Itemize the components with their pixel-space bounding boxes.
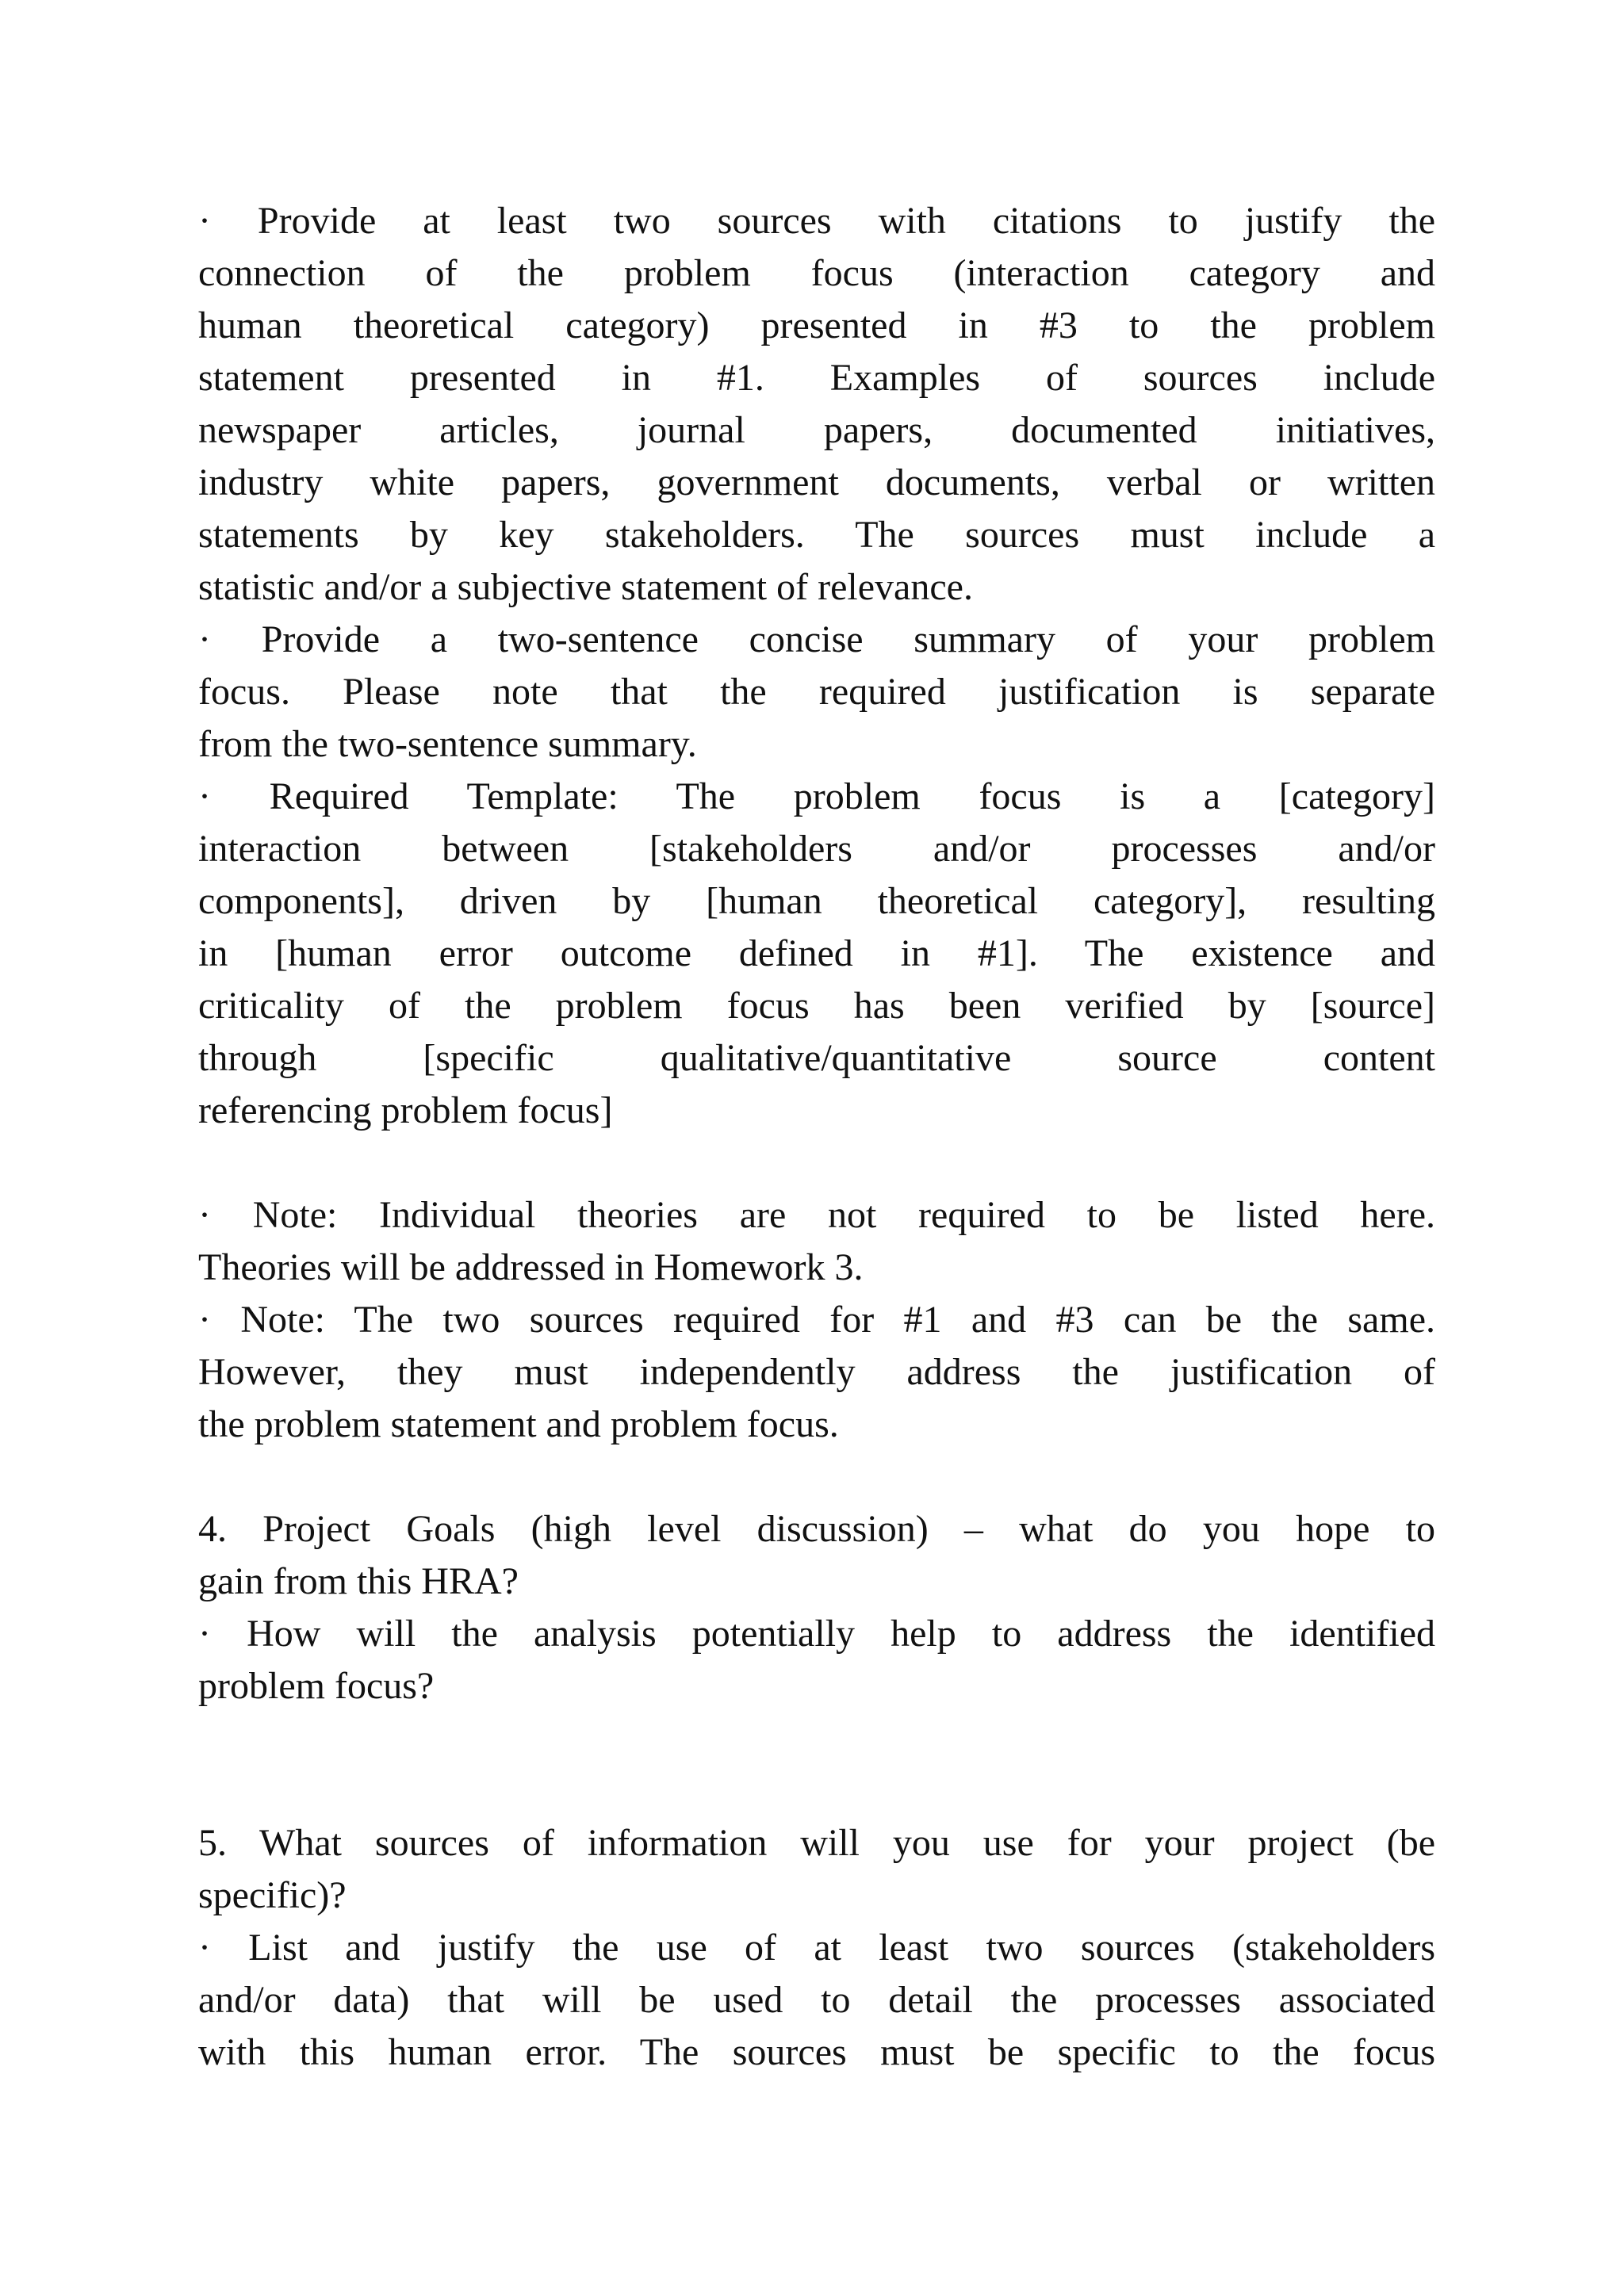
section-heading-4: 4. Project Goals (high level discussion) – what do you hope to — [198, 1508, 1435, 1550]
text-line: criticality of the problem focus has been verified by [source] — [198, 985, 1435, 1027]
text-line: statements by key stakeholders. The sources must include a — [198, 514, 1435, 556]
text-line: industry white papers, government documents, verbal or written — [198, 461, 1435, 503]
text-line: · Note: Individual theories are not required to be listed here. — [198, 1194, 1435, 1236]
text-line: the problem statement and problem focus. — [198, 1403, 839, 1445]
text-line: statistic and/or a subjective statement of relevance. — [198, 566, 973, 608]
text-line: newspaper articles, journal papers, documented initiatives, — [198, 409, 1435, 451]
paragraph-gap — [198, 1451, 1435, 1503]
text-line: through [specific qualitative/quantitative source content — [198, 1037, 1435, 1079]
text-line: · Required Template: The problem focus is a [category] — [198, 775, 1435, 817]
document-body — [198, 195, 1435, 2079]
text-line: However, they must independently address the justification of — [198, 1351, 1435, 1393]
text-line: focus. Please note that the required justification is separate — [198, 671, 1435, 713]
text-line: and/or data) that will be used to detail the processes associated — [198, 1979, 1435, 2021]
paragraph-gap — [198, 1712, 1435, 1817]
text-line: in [human error outcome defined in #1]. The existence and — [198, 932, 1435, 974]
text-line: connection of the problem focus (interaction category and — [198, 252, 1435, 294]
text-line: components], driven by [human theoretical category], resulting — [198, 880, 1435, 922]
text-line: statement presented in #1. Examples of sources include — [198, 357, 1435, 399]
text-line: gain from this HRA? — [198, 1560, 519, 1602]
text-line: · List and justify the use of at least two sources (stakeholders — [198, 1927, 1435, 1969]
text-line: human theoretical category) presented in #3 to the problem — [198, 304, 1435, 346]
text-line: specific)? — [198, 1874, 347, 1916]
text-line: · How will the analysis potentially help to address the identified — [198, 1613, 1435, 1655]
text-line: from the two-sentence summary. — [198, 723, 697, 765]
text-line: with this human error. The sources must be specific to the focus — [198, 2031, 1435, 2073]
text-line: problem focus? — [198, 1665, 435, 1707]
text-line: · Provide a two-sentence concise summary of your problem — [198, 618, 1435, 660]
text-line: · Note: The two sources required for #1 and #3 can be the same. — [198, 1299, 1435, 1341]
text-line: interaction between [stakeholders and/or processes and/or — [198, 828, 1435, 870]
text-line: referencing problem focus] — [198, 1089, 613, 1131]
section-heading-5: 5. What sources of information will you use for your project (be — [198, 1822, 1435, 1864]
paragraph-gap — [198, 1137, 1435, 1189]
text-line: · Provide at least two sources with citations to justify the — [198, 200, 1435, 242]
text-line: Theories will be addressed in Homework 3. — [198, 1246, 864, 1288]
